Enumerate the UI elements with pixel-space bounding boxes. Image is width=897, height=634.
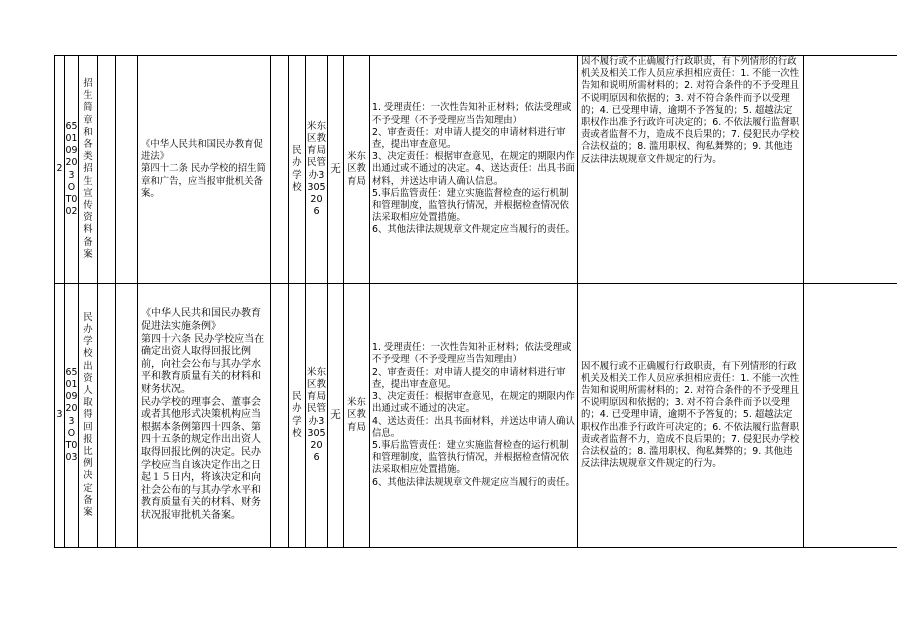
entrust-flag: 无 (328, 284, 344, 548)
legal-basis (138, 56, 271, 284)
blank-cell (116, 284, 138, 548)
table-row (55, 56, 897, 284)
legal-basis (138, 284, 271, 548)
entrust-flag: 无 (328, 56, 344, 284)
implementing-body: 米东区教育局民管办330520 6 (306, 284, 328, 548)
item-name: 民办学校出资人取得回报比例决定备案 (79, 284, 98, 548)
item-name: 招生简章和各类招生宣传资料备案 (79, 56, 98, 284)
responsibility-item: 1. 受理责任：一次性告知补正材料；依法受理或不予受理（不予受理应当告知理由） (372, 342, 572, 366)
responsibility-item: 2、审查责任：对申请人提交的申请材料进行审查，提出审查意见。 (372, 366, 566, 390)
responsibility-item: 1. 受理责任：一次性告知补正材料；依法受理或不予受理（不予受理应当告知理由） (372, 102, 572, 126)
blank-cell (116, 56, 138, 284)
blank-cell (271, 56, 289, 284)
responsibility-item: 5.事后监管责任：建立实施监督检查的运行机制和管理制度，监管执行情况，并根据检查情况依法采取相应处置措施。 (372, 439, 569, 476)
responsibility-item: 4、送达责任：出具书面材料，并送达申请人确认信息。 (372, 415, 575, 439)
responsibility-item: 3、决定责任：根据审查意见，在规定的期限内作出通过或不通过的决定。4、送达责任：出具书面材料，并送达申请人确认信息。 (372, 151, 575, 187)
responsibility-item: 6、其他法律法规规章文件规定应当履行的责任。 (372, 224, 575, 236)
responsibility-list (370, 56, 578, 284)
blank-cell (98, 284, 116, 548)
legal-basis-text: 《中华人民共和国民办教育促进法实施条例》 第四十六条 民办学校应当在确定出资人取得回报比例前，向社会公布与其办学水平和教育质量有关的材料和财务状况。 民办学校的理事会、董事会或者其他形式决策机构应当根据本条例第四十四条、第四十五条的规定作出出资人取得回报比例的决定。民办学校应当自该决定作出之日起１５日内，将该决定和向社会公布的与其办学水平和教育质量有关的材料、财务状况报审批机关备案。 (141, 308, 265, 521)
item-code: 650109203OT003 (65, 284, 79, 548)
responsibility-list (370, 284, 578, 548)
power-responsibility-table (54, 55, 897, 548)
row-seq: 3 (55, 284, 65, 548)
responsible-dept: 米东区教育局 (344, 284, 370, 548)
responsibility-item: 5.事后监管责任：建立实施监督检查的运行机制和管理制度，监管执行情况，并根据检查情况依法采取相应处置措施。 (372, 187, 569, 224)
target-object: 民办学校 (289, 284, 306, 548)
blank-cell (271, 284, 289, 548)
blank-cell (98, 56, 116, 284)
accountability-text: 因不履行或不正确履行行政职责，有下列情形的行政机关及相关工作人员应承担相应责任：1. 不能一次性告知和说明所需材料的；2. 对符合条件的不予受理且不说明原因和依据的；3. 对不符合条件而予以受理的；4. 已受理申请，逾期不予答复的；5. 超越法定职权作出准予行政许可决定的；6. 不依法履行监督职责或者监督不力，造成不良后果的；7. 侵犯民办学校合法权益的；8. 滥用职权、徇私舞弊的；9. 其他违反法律法规规章文件规定的行为。 (578, 56, 804, 284)
table-row (55, 284, 897, 548)
responsibility-item: 6、其他法律法规规章文件规定应当履行的责任。 (372, 476, 575, 488)
responsibility-item: 2、审查责任：对申请人提交的申请材料进行审查，提出审查意见。 (372, 126, 566, 150)
accountability-text: 因不履行或不正确履行行政职责，有下列情形的行政机关及相关工作人员应承担相应责任：1. 不能一次性告知和说明所需材料的；2. 对符合条件的不予受理且不说明原因和依据的；3. 对不符合条件而予以受理的；4. 已受理申请，逾期不予答复的；5. 超越法定职权作出准予行政许可决定的；6. 不依法履行监督职责或者监督不力，造成不良后果的；7. 侵犯民办学校合法权益的；8. 滥用职权、徇私舞弊的；9. 其他违反法律法规规章文件规定的行为。 (578, 284, 804, 548)
responsible-dept: 米东区教育局 (344, 56, 370, 284)
blank-cell (804, 56, 897, 284)
blank-cell (804, 284, 897, 548)
row-seq: 2 (55, 56, 65, 284)
responsibility-item: 3、决定责任：根据审查意见，在规定的期限内作出通过或不通过的决定。 (372, 391, 575, 415)
implementing-body: 米东区教育局民管办330520 6 (306, 56, 328, 284)
target-object: 民办学校 (289, 56, 306, 284)
item-code: 650109203OT002 (65, 56, 79, 284)
legal-basis-text: 《中华人民共和国民办教育促进法》 第四十二条 民办学校的招生简章和广告，应当报审批机关备案。 (141, 138, 266, 199)
